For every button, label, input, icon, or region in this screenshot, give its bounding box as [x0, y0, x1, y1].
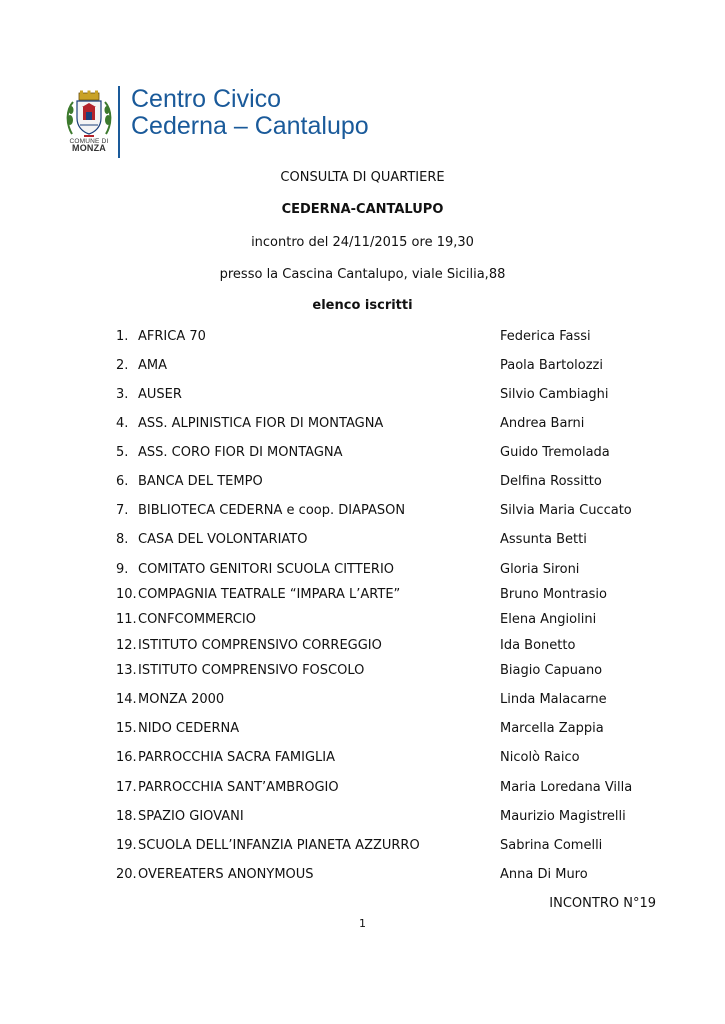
- organization-name: MONZA 2000: [138, 692, 225, 707]
- item-number: 1.: [116, 329, 129, 344]
- member-name: Gloria Sironi: [500, 562, 580, 577]
- item-number: 4.: [116, 416, 129, 431]
- item-number: 18.: [116, 809, 137, 824]
- heading-consulta: CONSULTA DI QUARTIERE: [280, 170, 445, 185]
- organization-name: SPAZIO GIOVANI: [138, 809, 244, 824]
- member-name: Federica Fassi: [500, 329, 591, 344]
- logo-title-line1: Centro Civico: [131, 85, 282, 113]
- logo-divider: [118, 86, 120, 158]
- heading-list-title: elenco iscritti: [312, 298, 413, 313]
- member-name: Maurizio Magistrelli: [500, 809, 626, 824]
- list-item: [0, 474, 725, 492]
- member-name: Silvio Cambiaghi: [500, 387, 609, 402]
- heading-location: presso la Cascina Cantalupo, viale Sicilia,88: [219, 267, 506, 282]
- organization-name: CONFCOMMERCIO: [138, 612, 256, 627]
- item-number: 19.: [116, 838, 137, 853]
- list-item: [0, 780, 725, 798]
- item-number: 9.: [116, 562, 129, 577]
- organization-name: OVEREATERS ANONYMOUS: [138, 867, 314, 882]
- member-name: Sabrina Comelli: [500, 838, 603, 853]
- list-item: [0, 387, 725, 405]
- organization-name: CASA DEL VOLONTARIATO: [138, 532, 308, 547]
- crest-caption-city: MONZA: [72, 143, 106, 153]
- logo-title: [131, 86, 369, 140]
- organization-name: ASS. CORO FIOR DI MONTAGNA: [138, 445, 343, 460]
- organization-name: ISTITUTO COMPRENSIVO CORREGGIO: [138, 638, 382, 653]
- member-name: Silvia Maria Cuccato: [500, 503, 632, 518]
- item-number: 13.: [116, 663, 137, 678]
- crest-caption: [64, 138, 114, 152]
- organization-name: PARROCCHIA SACRA FAMIGLIA: [138, 750, 336, 765]
- list-item: [0, 329, 725, 347]
- item-number: 6.: [116, 474, 129, 489]
- organization-name: ASS. ALPINISTICA FIOR DI MONTAGNA: [138, 416, 384, 431]
- organization-name: COMPAGNIA TEATRALE “IMPARA L’ARTE”: [138, 587, 401, 602]
- list-item: [0, 867, 725, 885]
- list-item: [0, 721, 725, 739]
- list-item: [0, 587, 725, 605]
- crest-caption-small: COMUNE DI: [69, 138, 109, 145]
- heading-meeting-date: incontro del 24/11/2015 ore 19,30: [251, 235, 474, 250]
- item-number: 17.: [116, 780, 137, 795]
- meeting-number: INCONTRO N°19: [549, 896, 656, 911]
- organization-name: ISTITUTO COMPRENSIVO FOSCOLO: [138, 663, 365, 678]
- member-name: Paola Bartolozzi: [500, 358, 603, 373]
- organization-name: AMA: [138, 358, 168, 373]
- item-number: 14.: [116, 692, 137, 707]
- list-item: [0, 532, 725, 550]
- item-number: 5.: [116, 445, 129, 460]
- list-item: [0, 638, 725, 656]
- list-item: [0, 562, 725, 580]
- member-name: Maria Loredana Villa: [500, 780, 633, 795]
- member-name: Marcella Zappia: [500, 721, 604, 736]
- member-name: Elena Angiolini: [500, 612, 597, 627]
- list-item: [0, 445, 725, 463]
- member-name: Assunta Betti: [500, 532, 587, 547]
- header-logo: [64, 86, 384, 158]
- list-item: [0, 838, 725, 856]
- organization-name: AFRICA 70: [138, 329, 206, 344]
- organization-name: SCUOLA DELL’INFANZIA PIANETA AZZURRO: [138, 838, 420, 853]
- page-number: 1: [359, 917, 366, 930]
- member-name: Ida Bonetto: [500, 638, 576, 653]
- list-item: [0, 809, 725, 827]
- organization-name: PARROCCHIA SANT’AMBROGIO: [138, 780, 339, 795]
- member-name: Bruno Montrasio: [500, 587, 607, 602]
- list-item: [0, 692, 725, 710]
- heading-quartiere: CEDERNA-CANTALUPO: [281, 202, 444, 217]
- item-number: 20.: [116, 867, 137, 882]
- item-number: 8.: [116, 532, 129, 547]
- crest-graphic: [64, 90, 114, 138]
- list-item: [0, 358, 725, 376]
- list-item: [0, 663, 725, 681]
- city-crest-icon: [64, 90, 114, 154]
- logo-title-line2: Cederna – Cantalupo: [131, 112, 369, 140]
- organization-name: COMITATO GENITORI SCUOLA CITTERIO: [138, 562, 395, 577]
- organization-name: NIDO CEDERNA: [138, 721, 240, 736]
- item-number: 2.: [116, 358, 129, 373]
- list-item: [0, 416, 725, 434]
- member-name: Biagio Capuano: [500, 663, 603, 678]
- item-number: 11.: [116, 612, 137, 627]
- item-number: 15.: [116, 721, 137, 736]
- member-name: Linda Malacarne: [500, 692, 607, 707]
- item-number: 7.: [116, 503, 129, 518]
- member-name: Anna Di Muro: [500, 867, 588, 882]
- organization-name: BIBLIOTECA CEDERNA e coop. DIAPASON: [138, 503, 406, 518]
- item-number: 12.: [116, 638, 137, 653]
- item-number: 10.: [116, 587, 137, 602]
- organization-name: AUSER: [138, 387, 182, 402]
- member-name: Nicolò Raico: [500, 750, 580, 765]
- item-number: 3.: [116, 387, 129, 402]
- member-name: Andrea Barni: [500, 416, 585, 431]
- organization-name: BANCA DEL TEMPO: [138, 474, 263, 489]
- list-item: [0, 612, 725, 630]
- member-name: Guido Tremolada: [500, 445, 610, 460]
- member-name: Delfina Rossitto: [500, 474, 602, 489]
- item-number: 16.: [116, 750, 137, 765]
- list-item: [0, 750, 725, 768]
- list-item: [0, 503, 725, 521]
